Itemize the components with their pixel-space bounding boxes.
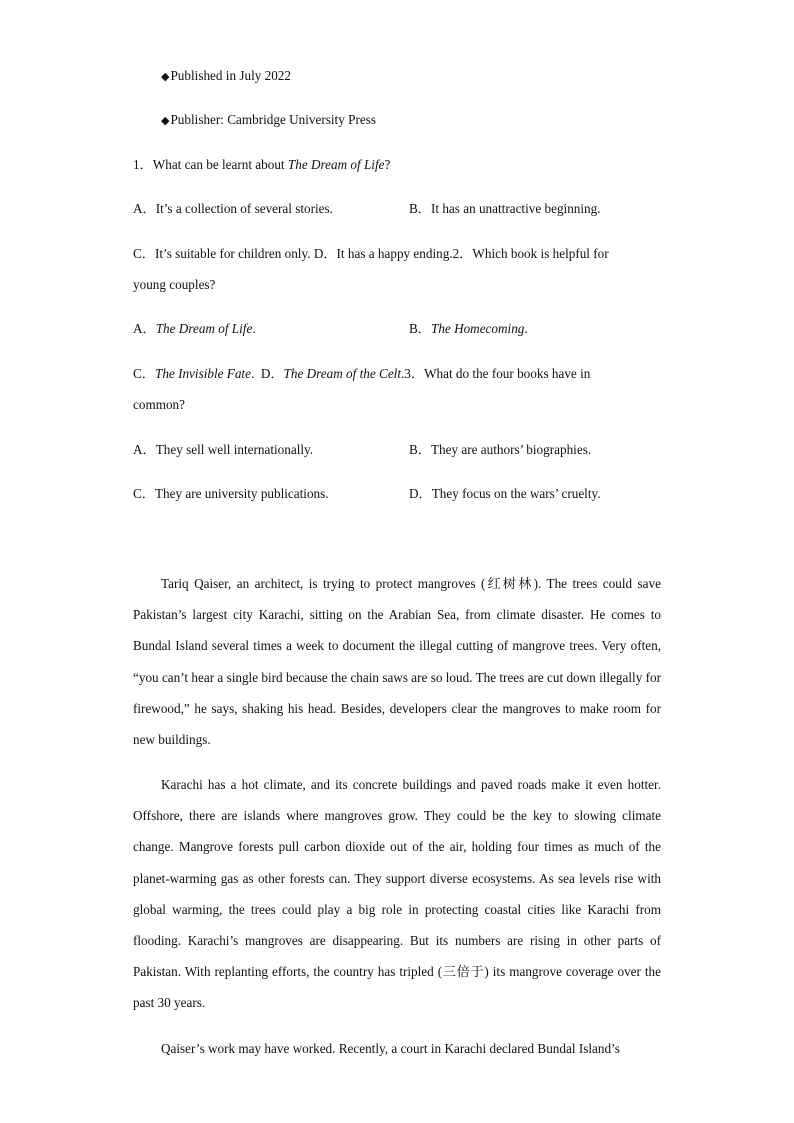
q1-option-d[interactable]: D．It has a happy ending. <box>313 246 453 261</box>
q3-option-a[interactable]: A．They sell well internationally. <box>133 442 314 457</box>
published-text: Published in July 2022 <box>170 68 291 83</box>
publisher-line <box>161 112 376 129</box>
q2-option-c[interactable]: C．The Invisible Fate. <box>133 366 255 381</box>
question-1-stem: 1．What can be learnt about The Dream of Life? <box>133 157 391 172</box>
q2-option-d[interactable]: D．The Dream of the Celt. <box>260 366 405 381</box>
question-number: 1． <box>133 157 153 172</box>
passage-paragraph-2: Karachi has a hot climate, and its concrete buildings and paved roads make it even hotter. Offshore, there are islands where mangroves grow. They could be the key to slowing climate change. Mangrove forests pull carbon dioxide out of the air, holding four times as much of the planet-warming gas as other forests can. They support diverse ecosystems. As sea levels rise with global warming, the trees could play a big role in protecting coastal cities like Karachi from flooding. Karachi’s mangroves are disappearing. But its numbers are rising in other parts of Pakistan. With replanting efforts, the country has tripled (三倍于) its mangrove coverage over the past 30 years. <box>133 777 661 1011</box>
q1-option-c[interactable]: C．It’s suitable for children only. <box>133 246 311 261</box>
question-3-stem-cont: common? <box>133 397 186 412</box>
diamond-bullet-icon: ◆ <box>161 70 170 83</box>
q3-option-c[interactable]: C．They are university publications. <box>133 486 329 501</box>
question-2-stem-cont: young couples? <box>133 277 216 292</box>
q1-options-cd-and-q2-stem <box>133 246 609 262</box>
diamond-bullet-icon: ◆ <box>161 114 170 127</box>
q3-option-b[interactable]: B．They are authors’ biographies. <box>409 442 592 457</box>
passage-paragraph-3: Qaiser’s work may have worked. Recently, a court in Karachi declared Bundal Island’s <box>161 1041 620 1056</box>
published-line <box>161 68 291 85</box>
question-3-stem: 3．What do the four books have in <box>404 366 591 381</box>
q3-option-d[interactable]: D．They focus on the wars’ cruelty. <box>409 486 601 501</box>
question-2-stem: 2．Which book is helpful for <box>452 246 609 261</box>
publisher-text: Publisher: Cambridge University Press <box>170 112 376 127</box>
q1-option-b[interactable]: B．It has an unattractive beginning. <box>409 201 601 216</box>
q1-option-a[interactable]: A．It’s a collection of several stories. <box>133 201 333 216</box>
question-number: 3． <box>404 366 425 381</box>
question-number: 2． <box>452 246 473 261</box>
q2-option-a[interactable]: A．The Dream of Life. <box>133 321 256 336</box>
q2-options-cd-and-q3-stem <box>133 366 590 382</box>
book-title: The Dream of Life <box>287 157 385 172</box>
passage-paragraph-1: Tariq Qaiser, an architect, is trying to protect mangroves (红树林). The trees could save Pakistan’s largest city Karachi, sitting on the Arabian Sea, from climate disaster. He comes to Bundal Island several times a week to document the illegal cutting of mangrove trees. Very often, “you can’t hear a single bird because the chain saws are so loud. The trees are cut down illegally for firewood,” he says, shaking his head. Besides, developers clear the mangroves to make room for new buildings. <box>133 576 661 748</box>
q2-option-b[interactable]: B．The Homecoming. <box>409 321 528 336</box>
